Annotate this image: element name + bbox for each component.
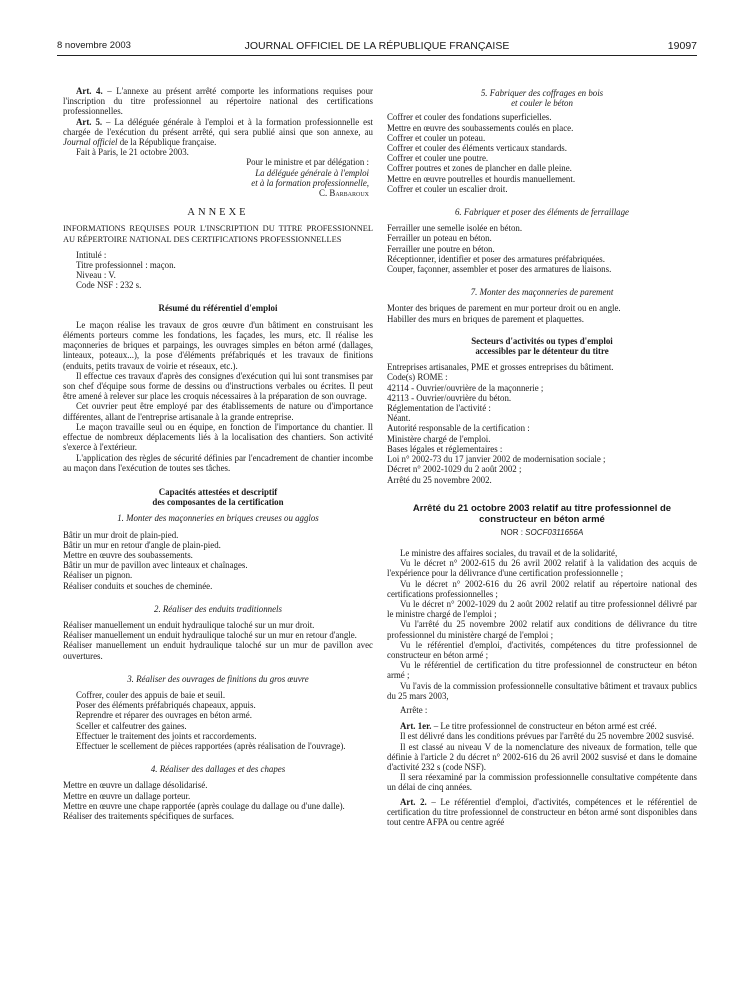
article-4-label: Art. 4. xyxy=(76,86,103,96)
article-2-text: – Le référentiel d'emploi, d'activités, compétences et le référentiel de certification du titre professionnel de constructeur en béton armé sont disponibles dans tout centre AFPA ou centre agréé xyxy=(387,796,697,827)
arrete-label: Arrête : xyxy=(400,704,428,715)
section-7-list xyxy=(387,303,697,323)
list-item: Mettre en œuvre un dallage porteur. xyxy=(63,790,191,801)
list-item: Coffrer et couler un escalier droit. xyxy=(387,183,508,194)
section-5-title xyxy=(387,88,697,108)
list-item: Coffrer et couler un poteau. xyxy=(387,132,486,143)
list-item: Couper, façonner, assembler et poser des armatures de liaisons. xyxy=(387,264,612,275)
section-2-title: 2. Réaliser des enduits traditionnels xyxy=(154,603,282,614)
right-column xyxy=(387,88,697,827)
list-item: Coffrer et couler des fondations superficielles. xyxy=(387,112,552,123)
nor-reference xyxy=(387,528,697,538)
secteurs-heading-line-1: Secteurs d'activités ou types d'emploi xyxy=(471,335,613,346)
page-number: 19097 xyxy=(667,40,697,52)
list-item: Vu le référentiel de certification du titre professionnel de constructeur en béton armé ; xyxy=(387,660,697,681)
list-item: Entreprises artisanales, PME et grosses entreprises du bâtiment. xyxy=(387,362,614,373)
list-item: Réaliser des traitements spécifiques de surfaces. xyxy=(63,810,235,821)
list-item: Mettre en œuvre des soubassements. xyxy=(63,549,193,560)
list-item: Réaliser manuellement un enduit hydraulique taloché sur un mur en retour d'angle. xyxy=(63,630,357,641)
section-1-title: 1. Monter des maçonneries en briques creuses ou agglos xyxy=(117,513,319,524)
list-item: Coffrer, couler des appuis de baie et seuil. xyxy=(76,689,226,700)
list-item: Réaliser manuellement un enduit hydraulique taloché sur un mur droit. xyxy=(63,619,315,630)
fait-a-paris: Fait à Paris, le 21 octobre 2003. xyxy=(76,147,189,158)
section-5-list xyxy=(387,112,697,194)
left-column xyxy=(63,86,373,821)
list-item: 42114 - Ouvrier/ouvrière de la maçonnerie ; xyxy=(387,382,544,393)
header-rule xyxy=(57,55,697,56)
section-4-title: 4. Réaliser des dallages et des chapes xyxy=(150,764,286,775)
section-3-list xyxy=(63,690,373,751)
list-item: Bâtir un mur droit de plain-pied. xyxy=(63,529,179,540)
journal-title: JOURNAL OFFICIEL DE LA RÉPUBLIQUE FRANÇAISE xyxy=(244,40,510,52)
list-item: Réaliser manuellement un enduit hydraulique taloché sur un mur de pavillon avec ouvertures. xyxy=(63,640,373,661)
journal-officiel-ref: Journal officiel xyxy=(63,137,118,148)
list-item: Bâtir un mur en retour d'angle de plain-pied. xyxy=(63,539,221,550)
list-item: Ministère chargé de l'emploi. xyxy=(387,433,491,444)
article-5-label: Art. 5. xyxy=(76,116,103,127)
visas-list xyxy=(387,548,697,701)
list-item: Arrêté du 25 novembre 2002. xyxy=(387,474,492,485)
signatory-name: C. Barbaroux xyxy=(319,188,369,199)
section-4-list xyxy=(63,780,373,821)
article-2-label: Art. 2. xyxy=(400,796,427,807)
list-item: Habiller des murs en briques de parement et plaquettes. xyxy=(387,313,584,324)
nor-code: SOCF0311656A xyxy=(525,527,584,537)
annexe-heading: ANNEXE xyxy=(187,207,249,219)
article-5-text: – La déléguée générale à l'emploi et à la formation professionnelle est chargée de l'exécution du présent arrêté, qui sera publié ainsi que son annexe, au xyxy=(63,116,373,137)
resume-paragraph: Il effectue ces travaux d'après des consignes d'exécution qui lui sont transmises par son chef d'équipe sous forme de dessins ou d'instructions verbales ou écrites. Il peut être amené à relever sur place les croquis nécessaires à la préparation de son ouvrage. xyxy=(63,370,373,402)
list-item: 42113 - Ouvrier/ouvrière du béton. xyxy=(387,392,512,403)
list-item: Réaliser conduits et souches de cheminée. xyxy=(63,580,213,591)
section-2-list xyxy=(63,620,373,661)
signature-line-3: et à la formation professionnelle, xyxy=(251,177,369,188)
list-item: Bases légales et réglementaires : xyxy=(387,443,503,454)
secteurs-heading-line-2: accessibles par le détenteur du titre xyxy=(475,346,609,357)
list-item: Réceptionner, identifier et poser des armatures préfabriquées. xyxy=(387,253,605,264)
list-item: Bâtir un mur de pavillon avec linteaux et chaînages. xyxy=(63,560,248,571)
capacites-heading-line-1: Capacités attestées et descriptif xyxy=(158,486,278,497)
list-item: Monter des briques de parement en mur porteur droit ou en angle. xyxy=(387,303,621,314)
list-item: Le ministre des affaires sociales, du travail et de la solidarité, xyxy=(400,547,618,558)
article-1-label: Art. 1er. xyxy=(400,721,432,732)
issue-date: 8 novembre 2003 xyxy=(57,40,131,51)
section-5-title-line-2: et couler le béton xyxy=(511,98,573,109)
list-item: Vu le décret n° 2002-615 du 26 avril 2002 relatif à la validation des acquis de l'expérience pour la délivrance d'une certification professionnelle ; xyxy=(387,558,697,579)
list-item: Mettre en œuvre poutrelles et hourdis manuellement. xyxy=(387,173,576,184)
article-5 xyxy=(63,117,373,148)
list-item: Néant. xyxy=(387,413,411,424)
list-item: Ferrailler un poteau en béton. xyxy=(387,233,492,244)
article-5-text-end: de la République française. xyxy=(117,137,217,148)
article-1-text: – Le titre professionnel de constructeur en béton armé est créé. xyxy=(431,721,657,732)
article-4-text: – L'annexe au présent arrêté comporte les informations requises pour l'inscription du titre professionnel au répertoire national des certifications professionnelles. xyxy=(63,86,373,117)
list-item: Coffrer poutres et zones de plancher en dalle pleine. xyxy=(387,163,572,174)
code-nsf: Code NSF : 232 s. xyxy=(76,280,142,291)
article-1-paragraph: Il est délivré dans les conditions prévues par l'arrêté du 25 novembre 2002 susvisé. xyxy=(400,731,694,742)
list-item: Ferrailler une semelle isolée en béton. xyxy=(387,223,523,234)
arrete-title: Arrêté du 21 octobre 2003 relatif au titre professionnel de constructeur en béton armé xyxy=(412,502,672,525)
list-item: Décret n° 2002-1029 du 2 août 2002 ; xyxy=(387,464,522,475)
resume-paragraph: L'application des règles de sécurité définies par l'encadrement de chantier incombe au maçon dans l'exécution de toutes ses tâches. xyxy=(63,452,373,473)
article-1-paragraph: Il est classé au niveau V de la nomenclature des niveaux de formation, telle que définie à l'article 2 du décret n° 2002-616 du 26 avril 2002 susvisé et dans le domaine d'activité 232 s (code NSF). xyxy=(387,741,697,772)
titre-professionnel: Titre professionnel : maçon. xyxy=(76,260,176,271)
list-item: Code(s) ROME : xyxy=(387,372,448,383)
list-item: Réglementation de l'activité : xyxy=(387,403,491,414)
list-item: Autorité responsable de la certification : xyxy=(387,423,530,434)
list-item: Vu le décret n° 2002-1029 du 2 août 2002 relatif au titre professionnel délivré par le ministre chargé de l'emploi ; xyxy=(387,598,697,620)
article-1 xyxy=(387,721,697,731)
signature-line-1: Pour le ministre et par délégation : xyxy=(246,157,369,168)
list-item: Mettre en œuvre des soubassements coulés en place. xyxy=(387,122,574,133)
list-item: Mettre en œuvre un dallage désolidarisé. xyxy=(63,780,208,791)
intitule-label: Intitulé : xyxy=(76,249,107,260)
section-5-title-line-1: 5. Fabriquer des coffrages en bois xyxy=(480,88,604,98)
capacites-heading-line-2: des composantes de la certification xyxy=(152,497,284,508)
capacites-heading xyxy=(63,487,373,507)
list-item: Ferrailler une poutre en béton. xyxy=(387,243,495,254)
signature-line-2: La déléguée générale à l'emploi xyxy=(255,167,369,178)
page-header xyxy=(57,40,697,54)
resume-paragraph: Le maçon travaille seul ou en équipe, en fonction de l'importance du chantier. Il effectue de nombreux déplacements liés à la localisation des chantiers. Son activité s'exerce à l'extérieur. xyxy=(63,421,373,453)
resume-heading: Résumé du référentiel d'emploi xyxy=(158,302,278,313)
article-1-paragraph: Il sera réexaminé par la commission professionnelle consultative compétente dans un délai de cinq années. xyxy=(387,772,697,793)
section-1-list xyxy=(63,530,373,591)
list-item: Effectuer le scellement de pièces rapportées (après réalisation de l'ouvrage). xyxy=(76,740,346,751)
section-7-title: 7. Monter des maçonneries de parement xyxy=(470,287,614,298)
section-3-title: 3. Réaliser des ouvrages de finitions du gros œuvre xyxy=(127,673,309,684)
list-item: Réaliser un pignon. xyxy=(63,570,133,581)
list-item: Mettre en œuvre une chape rapportée (après coulage du dallage ou d'une dalle). xyxy=(63,800,345,811)
section-6-title: 6. Fabriquer et poser des éléments de ferraillage xyxy=(454,207,630,218)
resume-paragraph: Cet ouvrier peut être employé par des établissements de nature ou d'importance différentes, allant de l'entreprise artisanale à la grande entreprise. xyxy=(63,401,373,422)
article-4 xyxy=(63,86,373,117)
list-item: Coffrer et couler des éléments verticaux standards. xyxy=(387,143,567,154)
info-requises-title: INFORMATIONS REQUISES POUR L'INSCRIPTION DU TITRE PROFESSIONNEL AU RÉPERTOIRE NATIONAL DES CERTIFICATIONS PROFESSIONNELLES xyxy=(63,224,373,244)
secteurs-list xyxy=(387,362,697,484)
niveau: Niveau : V. xyxy=(76,270,116,281)
section-6-list xyxy=(387,223,697,274)
list-item: Vu le référentiel d'emploi, d'activités, compétences du titre professionnel de constructeur en béton armé ; xyxy=(387,639,697,660)
list-item: Effectuer le traitement des joints et raccordements. xyxy=(76,730,257,741)
list-item: Loi n° 2002-73 du 17 janvier 2002 de modernisation sociale ; xyxy=(387,454,606,465)
list-item: Reprendre et réparer des ouvrages en béton armé. xyxy=(76,710,252,721)
list-item: Coffrer et couler une poutre. xyxy=(387,153,489,164)
list-item: Vu l'arrêté du 25 novembre 2002 relatif aux conditions de délivrance du titre professionnel du ministère chargé de l'emploi ; xyxy=(387,619,697,640)
secteurs-heading xyxy=(387,336,697,356)
resume-paragraph: Le maçon réalise les travaux de gros œuvre d'un bâtiment en construisant les éléments porteurs comme les fondations, les façades, les murs, etc. Il réalise les maçonneries de briques et parpaings, les ouvrages simples en béton armé (dallages, linteaux, poteaux...), la pose d'éléments préfabriqués et les travaux de finitions (enduits, petits travaux de voirie et réseaux, etc.). xyxy=(63,319,373,371)
list-item: Poser des éléments préfabriqués chapeaux, appuis. xyxy=(76,700,256,711)
list-item: Vu le décret n° 2002-616 du 26 avril 2002 relatif au répertoire national des certifications professionnelles ; xyxy=(387,578,697,599)
article-2 xyxy=(387,797,697,828)
list-item: Sceller et calfeutrer des gaines. xyxy=(76,720,187,731)
list-item: Vu l'avis de la commission professionnelle consultative bâtiment et travaux publics du 25 mars 2003, xyxy=(387,680,697,701)
nor-label: NOR : xyxy=(500,527,526,537)
